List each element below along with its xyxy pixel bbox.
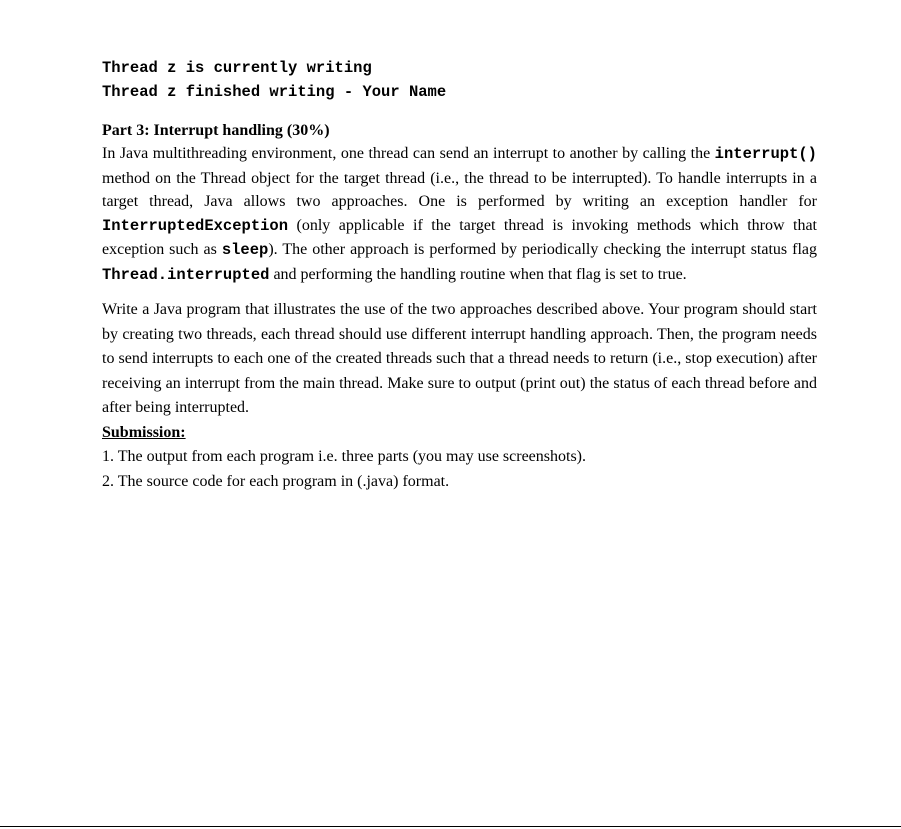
sleep-code: sleep (221, 241, 269, 259)
p1-text-2: method on the Thread object for the target thread (i.e., the thread to be interrupted). To handle interrupts in a target thread, Java allows two approaches. One is performed by writing an exception handler for (102, 169, 817, 210)
document-content (102, 56, 817, 494)
part3-paragraph-1 (102, 142, 817, 287)
p1-text-1: In Java multithreading environment, one thread can send an interrupt to another by calling the (102, 145, 715, 162)
page-bottom-rule (0, 826, 901, 827)
output-line-2: Thread z finished writing - Your Name (102, 83, 447, 101)
interrupt-method-code: interrupt() (714, 145, 817, 163)
p1-text-3: (only applicable if the target thread is invoking methods which throw that exception such as (102, 216, 817, 258)
p1-text-4: ). The other approach is performed by periodically checking the interrupt status flag (268, 241, 817, 258)
part3-heading: Part 3: Interrupt handling (30%) (102, 122, 330, 139)
thread-interrupted-code: Thread.interrupted (102, 265, 270, 284)
submission-item-2: 2. The source code for each program in (.java) format. (102, 472, 450, 490)
output-line-1: Thread z is currently writing (102, 59, 372, 77)
interrupted-exception-code: InterruptedException (102, 216, 289, 235)
submission-heading: Submission: (102, 423, 186, 441)
submission-item-1: 1. The output from each program i.e. three parts (you may use screenshots). (102, 447, 586, 465)
p1-text-5: and performing the handling routine when that flag is set to true. (269, 265, 687, 283)
part3-paragraph-2: Write a Java program that illustrates the use of the two approaches described above. Your program should start by creating two threads, each thread should use different interrupt handling approach. Then, the program needs to send interrupts to each one of the created threads such that a thread needs to return (i.e., stop execution) after receiving an interrupt from the main thread. Make sure to output (print out) the status of each thread before and after being interrupted. (102, 301, 817, 417)
